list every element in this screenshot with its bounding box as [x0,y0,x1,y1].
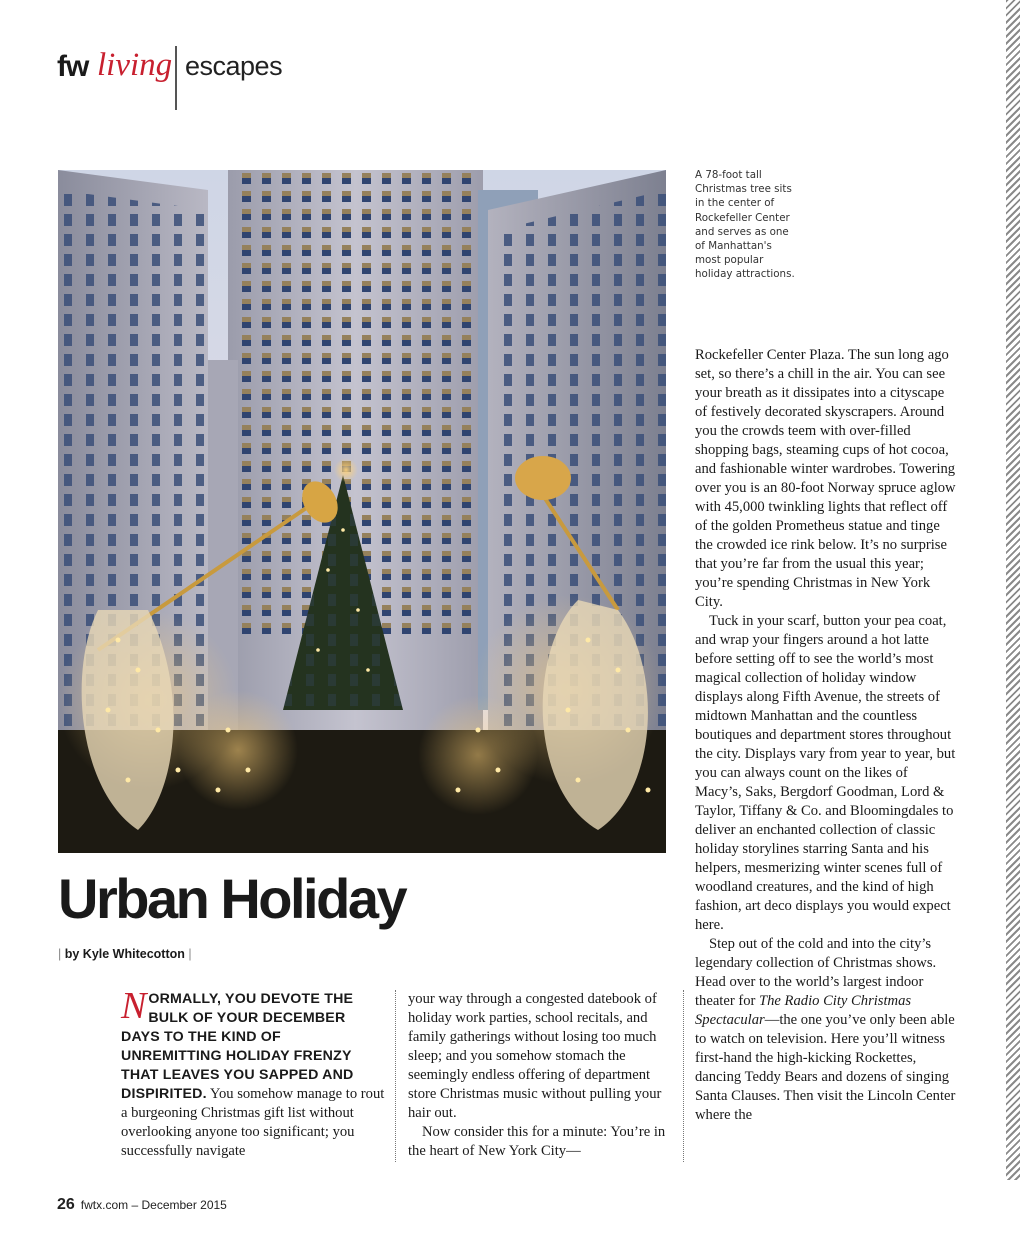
brand-fw: fw [57,50,89,83]
publication-info: fwtx.com – December 2015 [80,1198,227,1212]
photo-caption [695,168,805,282]
article-headline: Urban Holiday [58,867,406,930]
paragraph: Tuck in your scarf, button your pea coat, and wrap your fingers around a hot latte before setting off to see the world’s most magical collection of holiday window displays along Fifth Avenue, the streets of midtown Manhattan and the countless boutiques and department stores throughout the city. Displays vary from year to year, but you can always count on the likes of Macy’s, Saks, Bergdorf Goodman, Lord & Taylor, Tiffany & Co. and Bloomingdales to deliver an enchanted collection of classic holiday storylines starring Santa and his helpers, mesmerizing winter scenes full of woodland creatures, and the kind of high fashion, art deco displays you would expect here. [695,613,956,933]
column-rule [683,990,685,1162]
author-name: by Kyle Whitecotton [64,947,185,961]
caption-line: in the center of [695,197,775,210]
drop-cap: N [121,985,147,1027]
caption-line: A 78-foot tall [695,169,762,181]
caption-line: most popular [695,254,764,267]
paragraph: Rockefeller Center Plaza. The sun long ago set, so there’s a chill in the air. You can see your breath as it dissipates into a cityscape of festively decorated skyscrapers. Around you the crowds teem with over-filled shopping bags, steaming cups of hot cocoa, and fashionable winter wardrobes. Towering over you is an 80-foot Norway spruce aglow with 45,000 twinkling lights that reflect off of the golden Prometheus statue and tinge the crowded ice rink below. It’s no surprise that you’re far from the usual this year; you’re spending Christmas in New York City. [695,347,956,610]
column-rule [395,990,397,1162]
article-column-1 [121,985,385,1161]
caption-line: and serves as one [695,225,789,238]
paragraph: your way through a congested datebook of holiday work parties, school recitals, and family gatherings without losing too much sleep; and you somehow stomach the seemingly endless offering of department store Christmas music without pulling your hair out. [408,991,662,1121]
lead-in: ORMALLY, YOU DEVOTE THE BULK OF YOUR DECEMBER DAYS TO THE KIND OF UNREMITTING HOLIDAY FRENZY THAT LEAVES YOU SAPPED AND DISPIRITED. [121,991,354,1102]
page-number: 26 [57,1196,75,1213]
article-column-3 [695,346,957,1125]
paragraph-text: Step out of the cold and into the city’s legendary collection of Christmas shows. Head over to the world’s largest indoor theater for [695,936,937,1009]
paragraph [695,935,957,1125]
caption-line: Christmas tree sits [695,183,792,196]
brand-living: living [97,47,173,83]
byline: | by Kyle Whitecotton | [58,947,192,961]
masthead-divider [175,46,177,110]
paragraph-text: —the one you’ve only been able to watch on television. Here you’ll witness first-hand the high-kicking Rockettes, dancing Teddy Bears and dozens of singing Santa Clauses. Then visit the Lincoln Center where the [695,1012,956,1123]
section-name: escapes [185,51,283,81]
article-column-2 [408,990,672,1161]
caption-line: Rockefeller Center [695,211,790,224]
hero-photo [58,170,666,853]
show-title: The Radio City Christmas Spectacular [695,993,912,1028]
paragraph: Now consider this for a minute: You’re in the heart of New York City— [408,1124,666,1159]
caption-line: of Manhattan's [695,240,772,253]
body-text: You somehow manage to rout a burgeoning Christmas gift list without overlooking anyone too significant; you successfully navigate [121,1086,385,1159]
caption-line: holiday attractions. [695,268,795,281]
page-footer [57,1196,227,1214]
page-edge-pattern [1006,0,1020,1180]
